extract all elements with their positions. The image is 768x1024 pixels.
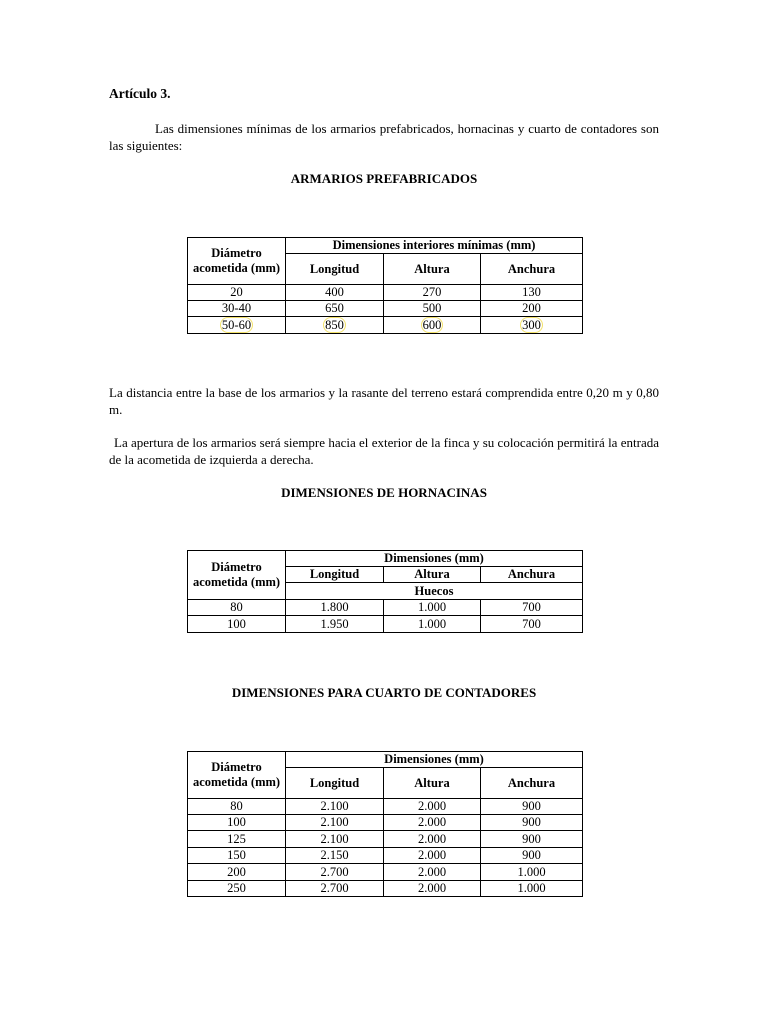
intro-paragraph: Las dimensiones mínimas de los armarios prefabricados, hornacinas y cuarto de contadores son las siguientes: <box>109 121 659 153</box>
highlight-mark: 300 <box>522 318 541 332</box>
distance-paragraph: La distancia entre la base de los armarios y la rasante del terreno estará comprendida entre 0,20 m y 0,80 m. <box>109 385 659 417</box>
opening-paragraph: La apertura de los armarios será siempre hacia el exterior de la finca y su colocación permitirá la entrada de la acometida de izquierda a derecha. <box>109 435 659 467</box>
col-group-dimensiones: Dimensiones interiores mínimas (mm) <box>286 238 583 254</box>
col-anchura: Anchura <box>481 768 583 799</box>
cell: 30-40 <box>188 301 286 317</box>
table-row <box>188 616 583 633</box>
cell: 20 <box>188 285 286 301</box>
table2-title: DIMENSIONES DE HORNACINAS <box>281 485 487 500</box>
cell: 2.000 <box>384 848 481 864</box>
subgroup-huecos: Huecos <box>286 583 583 600</box>
cell <box>384 317 481 334</box>
cell: 200 <box>188 864 286 881</box>
cell: 100 <box>188 815 286 831</box>
cell: 1.950 <box>286 616 384 633</box>
highlight-mark: 850 <box>325 318 344 332</box>
table-row <box>188 301 583 317</box>
cell: 400 <box>286 285 384 301</box>
table1-title: ARMARIOS PREFABRICADOS <box>290 171 478 186</box>
col-diametro: Diámetro acometida (mm) <box>188 238 286 285</box>
highlight-mark: 50-60 <box>221 318 252 332</box>
cell: 650 <box>286 301 384 317</box>
cell: 200 <box>481 301 583 317</box>
col-longitud: Longitud <box>286 254 384 285</box>
col-altura: Altura <box>384 567 481 583</box>
cell: 2.700 <box>286 881 384 897</box>
cell: 2.100 <box>286 815 384 831</box>
cell: 2.100 <box>286 831 384 848</box>
col-group-dimensiones: Dimensiones (mm) <box>286 752 583 768</box>
cell: 2.150 <box>286 848 384 864</box>
col-altura: Altura <box>384 768 481 799</box>
cell: 1.800 <box>286 600 384 616</box>
col-diametro: Diámetro acometida (mm) <box>188 752 286 799</box>
cell: 150 <box>188 848 286 864</box>
cell: 130 <box>481 285 583 301</box>
armarios-table <box>187 237 583 334</box>
cell: 900 <box>481 815 583 831</box>
cell: 1.000 <box>384 616 481 633</box>
cell: 250 <box>188 881 286 897</box>
cell: 80 <box>188 600 286 616</box>
col-longitud: Longitud <box>286 768 384 799</box>
cell: 2.000 <box>384 881 481 897</box>
col-longitud: Longitud <box>286 567 384 583</box>
col-anchura: Anchura <box>481 254 583 285</box>
contadores-table <box>187 751 583 897</box>
col-altura: Altura <box>384 254 481 285</box>
table3-title: DIMENSIONES PARA CUARTO DE CONTADORES <box>231 685 537 700</box>
col-anchura: Anchura <box>481 567 583 583</box>
cell: 2.000 <box>384 831 481 848</box>
cell: 2.000 <box>384 815 481 831</box>
cell: 900 <box>481 831 583 848</box>
table-row <box>188 881 583 897</box>
col-group-dimensiones: Dimensiones (mm) <box>286 551 583 567</box>
table-row <box>188 285 583 301</box>
cell <box>481 317 583 334</box>
cell: 2.700 <box>286 864 384 881</box>
cell: 1.000 <box>481 881 583 897</box>
cell: 1.000 <box>481 864 583 881</box>
col-diametro: Diámetro acometida (mm) <box>188 551 286 600</box>
hornacinas-table <box>187 550 583 633</box>
highlight-mark: 600 <box>422 318 442 332</box>
cell <box>188 317 286 334</box>
cell: 500 <box>384 301 481 317</box>
cell: 100 <box>188 616 286 633</box>
article-heading: Artículo 3. <box>109 86 171 101</box>
table-row-highlighted <box>188 317 583 334</box>
cell: 125 <box>188 831 286 848</box>
cell: 900 <box>481 848 583 864</box>
cell: 270 <box>384 285 481 301</box>
table-row <box>188 600 583 616</box>
cell: 1.000 <box>384 600 481 616</box>
table-row <box>188 815 583 831</box>
table-row <box>188 831 583 848</box>
cell: 700 <box>481 616 583 633</box>
cell: 2.100 <box>286 799 384 815</box>
cell: 2.000 <box>384 799 481 815</box>
cell: 900 <box>481 799 583 815</box>
cell: 700 <box>481 600 583 616</box>
table-row <box>188 864 583 881</box>
cell <box>286 317 384 334</box>
table-row <box>188 799 583 815</box>
cell: 80 <box>188 799 286 815</box>
cell: 2.000 <box>384 864 481 881</box>
table-row <box>188 848 583 864</box>
